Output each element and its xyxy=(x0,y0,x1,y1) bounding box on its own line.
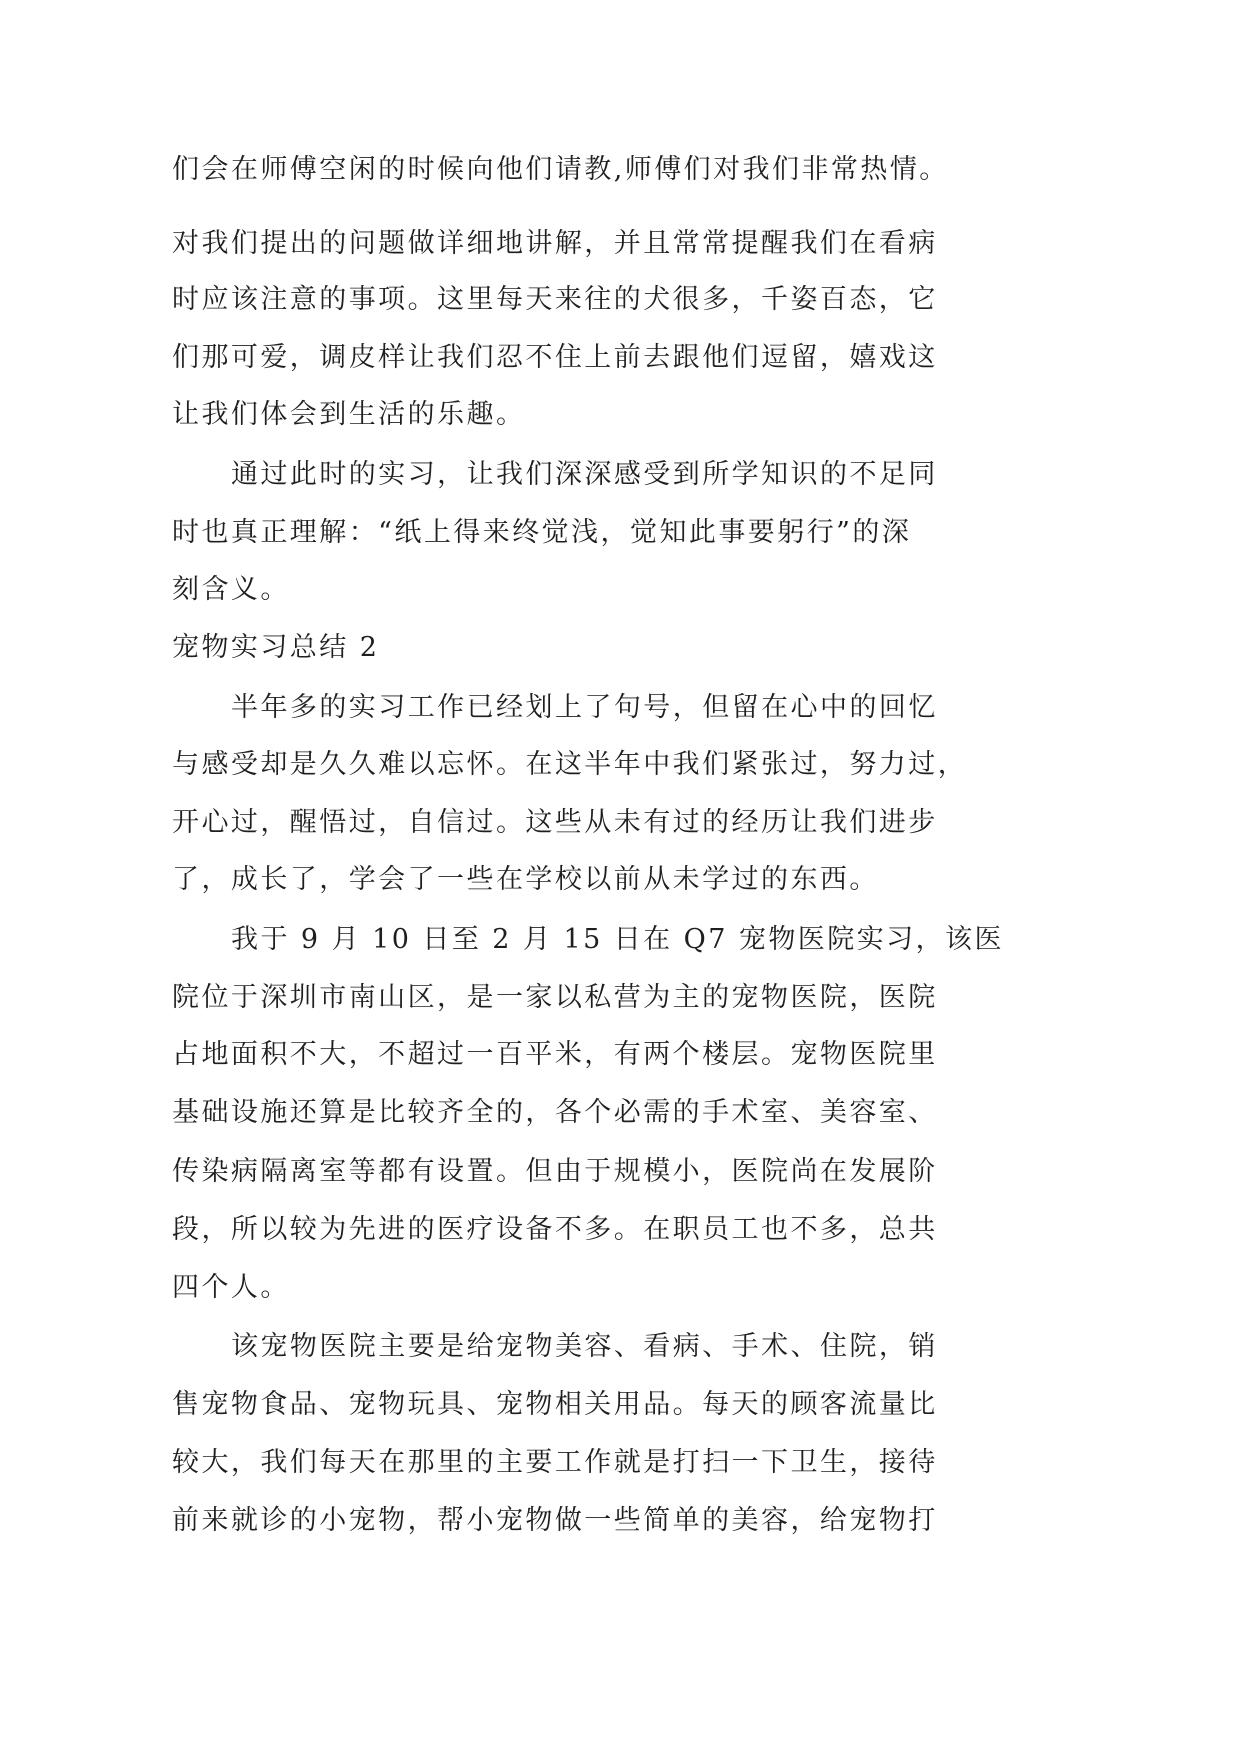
text-line: 传染病隔离室等都有设置。但由于规模小，医院尚在发展阶 xyxy=(172,1156,938,1187)
text-line: 让我们体会到生活的乐趣。 xyxy=(172,399,526,430)
text-line: 前来就诊的小宠物，帮小宠物做一些简单的美容，给宠物打 xyxy=(172,1505,938,1536)
text-line: 售宠物食品、宠物玩具、宠物相关用品。每天的顾客流量比 xyxy=(172,1389,938,1420)
text-line: 时应该注意的事项。这里每天来往的犬很多，千姿百态，它 xyxy=(172,284,938,315)
paragraph-first-line: 半年多的实习工作已经划上了句号，但留在心中的回忆 xyxy=(231,692,938,723)
section-heading: 宠物实习总结 2 xyxy=(172,632,380,663)
text-line: 时也真正理解：“纸上得来终觉浅，觉知此事要躬行”的深 xyxy=(172,517,912,548)
text-line: 段，所以较为先进的医疗设备不多。在职员工也不多，总共 xyxy=(172,1214,938,1245)
text-line: 了，成长了，学会了一些在学校以前从未学过的东西。 xyxy=(172,864,879,895)
paragraph-first-line: 我于 9 月 10 日至 2 月 15 日在 Q7 宠物医院实习，该医 xyxy=(231,924,1004,955)
text-line: 与感受却是久久难以忘怀。在这半年中我们紧张过，努力过， xyxy=(172,749,968,780)
paragraph-first-line: 通过此时的实习，让我们深深感受到所学知识的不足同 xyxy=(231,459,938,490)
text-line: 基础设施还算是比较齐全的，各个必需的手术室、美容室、 xyxy=(172,1097,938,1128)
text-line: 们那可爱，调皮样让我们忍不住上前去跟他们逗留，嬉戏这 xyxy=(172,342,938,373)
text-line: 对我们提出的问题做详细地讲解，并且常常提醒我们在看病 xyxy=(172,228,938,259)
text-line: 们会在师傅空闲的时候向他们请教,师傅们对我们非常热情。 xyxy=(172,154,949,185)
text-line: 开心过，醒悟过，自信过。这些从未有过的经历让我们进步 xyxy=(172,807,938,838)
text-line: 较大，我们每天在那里的主要工作就是打扫一下卫生，接待 xyxy=(172,1447,938,1478)
text-line: 刻含义。 xyxy=(172,574,290,605)
text-line: 占地面积不大，不超过一百平米，有两个楼层。宠物医院里 xyxy=(172,1039,938,1070)
paragraph-first-line: 该宠物医院主要是给宠物美容、看病、手术、住院，销 xyxy=(231,1331,938,1362)
text-line: 四个人。 xyxy=(172,1272,290,1303)
text-line: 院位于深圳市南山区，是一家以私营为主的宠物医院，医院 xyxy=(172,982,938,1013)
